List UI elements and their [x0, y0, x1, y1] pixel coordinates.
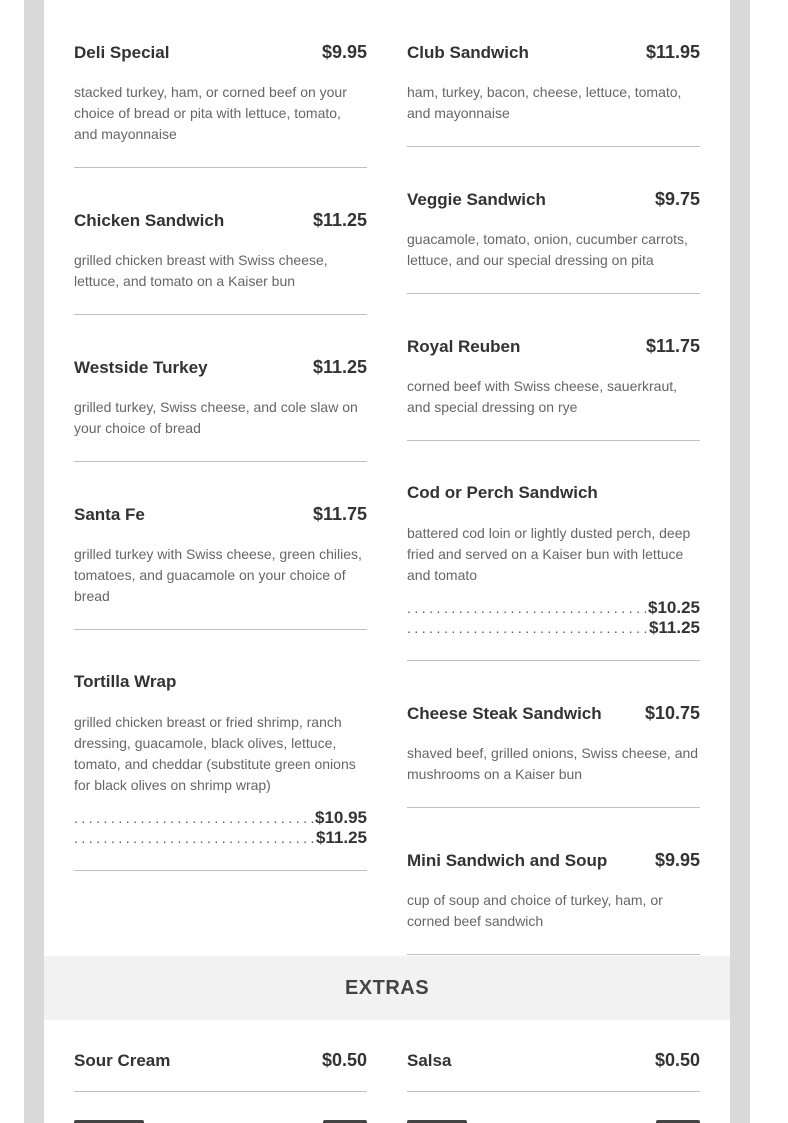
extras-right-column — [407, 1020, 700, 1092]
item-description: ham, turkey, bacon, cheese, lettuce, tomato, and mayonnaise — [407, 84, 682, 121]
menu-item — [407, 661, 700, 808]
item-description: cup of soup and choice of turkey, ham, or corned beef sandwich — [407, 892, 663, 929]
price-option-row — [407, 618, 700, 638]
item-price: $9.75 — [654, 189, 700, 209]
menu-item — [407, 0, 700, 147]
dot-leader — [407, 598, 648, 618]
extras-left-column — [74, 1020, 367, 1092]
item-name: Club Sandwich — [407, 43, 529, 62]
item-price: $11.95 — [645, 42, 700, 62]
option-price: $11.25 — [648, 618, 700, 637]
item-price: $0.50 — [654, 1050, 700, 1070]
price-option-row — [74, 808, 367, 828]
menu-item — [74, 168, 367, 315]
item-price: $9.95 — [654, 850, 700, 870]
menu-item — [407, 147, 700, 294]
item-description: grilled chicken breast with Swiss cheese, lettuce, and tomato on a Kaiser bun — [74, 252, 328, 289]
item-description: guacamole, tomato, onion, cucumber carrots, lettuce, and our special dressing on pita — [407, 231, 688, 268]
dot-leader — [74, 808, 315, 828]
price-options — [407, 598, 700, 638]
item-description: grilled turkey, Swiss cheese, and cole slaw on your choice of bread — [74, 399, 358, 436]
price-options — [74, 808, 367, 848]
menu-item — [407, 808, 700, 955]
option-price: $10.95 — [315, 808, 367, 827]
dot-leader — [407, 618, 649, 638]
cut-off-item — [407, 1114, 700, 1123]
item-name: Salsa — [407, 1051, 452, 1070]
menu-item — [74, 315, 367, 462]
item-description: grilled turkey with Swiss cheese, green chilies, tomatoes, and guacamole on your choice of bread — [74, 546, 362, 604]
item-description: grilled chicken breast or fried shrimp, ranch dressing, guacamole, black olives, lettuce, tomato, and cheddar (substitute green onions for black olives on shrimp wrap) — [74, 714, 356, 793]
item-name: Cheese Steak Sandwich — [407, 704, 602, 723]
item-name: Veggie Sandwich — [407, 190, 546, 209]
item-name: Cod or Perch Sandwich — [407, 483, 598, 502]
menu-item — [74, 0, 367, 168]
menu-item — [407, 294, 700, 441]
item-name: Westside Turkey — [74, 358, 208, 377]
price-option-row — [74, 828, 367, 848]
right-column — [407, 0, 700, 955]
option-price: $10.25 — [648, 598, 700, 617]
item-name: Royal Reuben — [407, 337, 521, 356]
option-price: $11.25 — [315, 828, 367, 847]
menu-item — [74, 1020, 367, 1092]
item-name: Tortilla Wrap — [74, 672, 177, 691]
item-price: $9.95 — [321, 42, 367, 62]
item-description: corned beef with Swiss cheese, sauerkraut, and special dressing on rye — [407, 378, 678, 415]
item-price: $0.50 — [321, 1050, 367, 1070]
extras-header — [44, 956, 730, 1020]
item-price: $11.25 — [312, 210, 367, 230]
item-price: $10.75 — [644, 703, 700, 723]
item-name: Santa Fe — [74, 505, 145, 524]
item-price: $11.75 — [645, 336, 700, 356]
section-title: EXTRAS — [344, 976, 430, 999]
menu-item — [74, 462, 367, 630]
item-name: Mini Sandwich and Soup — [407, 851, 608, 870]
menu-item — [407, 1020, 700, 1092]
item-price: $11.25 — [312, 357, 367, 377]
item-name: Sour Cream — [74, 1051, 171, 1070]
item-description: battered cod loin or lightly dusted perch, deep fried and served on a Kaiser bun with lettuce and tomato — [407, 525, 691, 583]
item-price: $11.75 — [312, 504, 367, 524]
item-description: shaved beef, grilled onions, Swiss cheese, and mushrooms on a Kaiser bun — [407, 745, 699, 782]
dot-leader — [74, 828, 316, 848]
item-name: Deli Special — [74, 43, 170, 62]
menu-item — [407, 441, 700, 661]
item-description: stacked turkey, ham, or corned beef on your choice of bread or pita with lettuce, tomato, and mayonnaise — [74, 84, 347, 142]
item-name: Chicken Sandwich — [74, 211, 225, 230]
price-option-row — [407, 598, 700, 618]
menu-item — [74, 630, 367, 871]
left-column — [74, 0, 367, 871]
cut-off-item — [74, 1114, 367, 1123]
